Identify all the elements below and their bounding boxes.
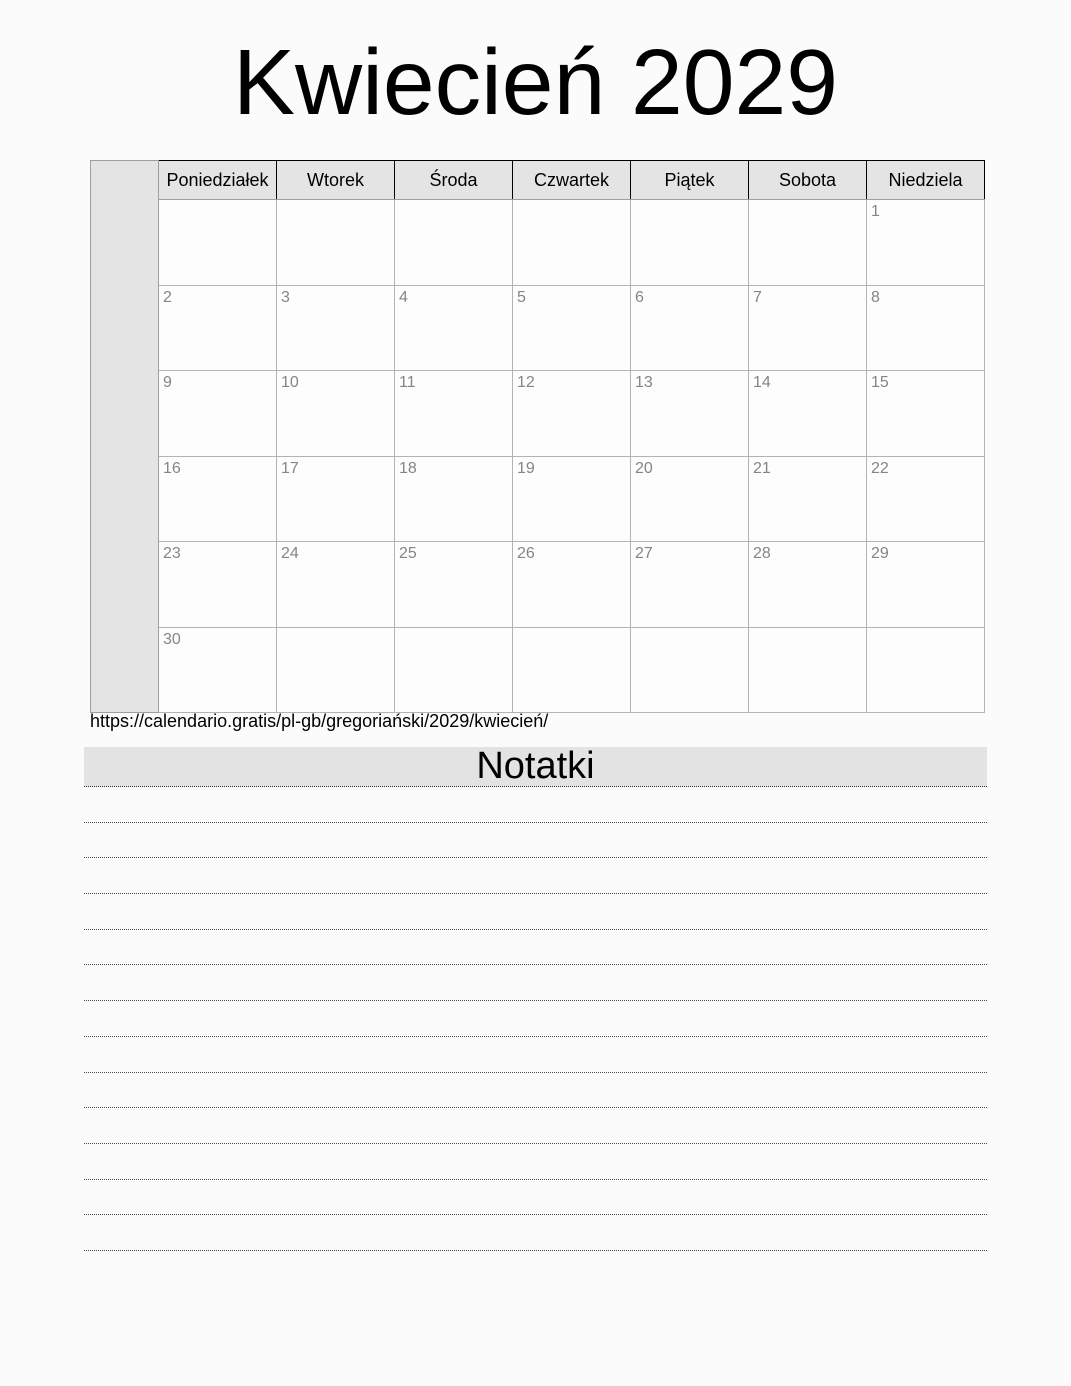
calendar-day-cell <box>159 456 277 542</box>
page-title: Kwiecień 2029 <box>233 30 838 134</box>
calendar-empty-cell <box>513 627 631 713</box>
notes-header-band <box>84 747 987 787</box>
day-header: Niedziela <box>867 161 985 200</box>
calendar-empty-cell <box>395 627 513 713</box>
calendar-table <box>90 160 985 713</box>
calendar-day-cell <box>631 285 749 371</box>
day-number: 25 <box>399 545 417 562</box>
calendar-day-cell <box>631 371 749 457</box>
calendar-day-cell <box>749 542 867 628</box>
calendar-side-column <box>91 161 159 713</box>
calendar-empty-cell <box>513 200 631 286</box>
calendar-day-cell <box>159 542 277 628</box>
day-number: 14 <box>753 374 771 391</box>
day-number: 27 <box>635 545 653 562</box>
calendar-day-cell <box>395 285 513 371</box>
note-line <box>84 1180 987 1216</box>
note-line <box>84 787 987 823</box>
note-line <box>84 1144 987 1180</box>
calendar-day-cell <box>631 456 749 542</box>
day-header: Piątek <box>631 161 749 200</box>
calendar-day-cell <box>867 285 985 371</box>
day-number: 29 <box>871 545 889 562</box>
calendar-day-cell <box>277 456 395 542</box>
day-header: Wtorek <box>277 161 395 200</box>
calendar-day-cell <box>513 285 631 371</box>
day-number: 5 <box>517 288 526 306</box>
notes-title: Notatki <box>476 745 595 787</box>
day-number: 20 <box>635 459 653 477</box>
calendar-week-row <box>91 371 985 457</box>
day-number: 26 <box>517 545 535 562</box>
day-number: 24 <box>281 545 299 562</box>
calendar-day-cell <box>159 285 277 371</box>
note-line <box>84 1215 987 1251</box>
calendar-week-row <box>91 285 985 371</box>
calendar-week-row <box>91 200 985 286</box>
note-line <box>84 894 987 930</box>
day-header-row <box>91 161 985 200</box>
calendar-day-cell <box>867 456 985 542</box>
note-line <box>84 930 987 966</box>
calendar-day-cell <box>749 456 867 542</box>
note-line <box>84 1037 987 1073</box>
day-number: 19 <box>517 459 535 477</box>
day-number: 3 <box>281 288 290 306</box>
day-number: 8 <box>871 288 880 306</box>
notes-section <box>84 747 987 1251</box>
calendar-day-cell <box>159 627 277 713</box>
note-line <box>84 1073 987 1109</box>
calendar-day-cell <box>277 371 395 457</box>
calendar-day-cell <box>513 371 631 457</box>
day-number: 10 <box>281 374 299 391</box>
calendar-day-cell <box>395 371 513 457</box>
calendar-week-row <box>91 456 985 542</box>
day-number: 18 <box>399 459 417 477</box>
calendar-week-row <box>91 542 985 628</box>
day-number: 6 <box>635 288 644 306</box>
calendar-empty-cell <box>631 200 749 286</box>
calendar-empty-cell <box>277 627 395 713</box>
day-number: 23 <box>163 545 181 562</box>
calendar-day-cell <box>395 456 513 542</box>
day-number: 28 <box>753 545 771 562</box>
calendar-empty-cell <box>749 627 867 713</box>
day-header: Poniedziałek <box>159 161 277 200</box>
calendar-day-cell <box>513 456 631 542</box>
day-number: 16 <box>163 459 181 477</box>
note-line <box>84 1001 987 1037</box>
note-line <box>84 965 987 1001</box>
day-number: 30 <box>163 630 181 648</box>
calendar-empty-cell <box>631 627 749 713</box>
note-line <box>84 1108 987 1144</box>
note-line <box>84 823 987 859</box>
calendar-empty-cell <box>749 200 867 286</box>
calendar-empty-cell <box>395 200 513 286</box>
calendar-body <box>91 161 985 713</box>
day-number: 13 <box>635 374 653 391</box>
calendar-day-cell <box>749 371 867 457</box>
day-number: 11 <box>399 374 416 391</box>
day-header: Sobota <box>749 161 867 200</box>
calendar-empty-cell <box>277 200 395 286</box>
calendar-day-cell <box>277 285 395 371</box>
day-number: 12 <box>517 374 535 391</box>
calendar-empty-cell <box>159 200 277 286</box>
calendar-empty-cell <box>867 627 985 713</box>
day-number: 22 <box>871 459 889 477</box>
calendar-day-cell <box>749 285 867 371</box>
notes-lines <box>84 787 987 1251</box>
day-number: 21 <box>753 459 771 477</box>
calendar-day-cell <box>395 542 513 628</box>
calendar-day-cell <box>631 542 749 628</box>
calendar-day-cell <box>513 542 631 628</box>
day-number: 2 <box>163 288 172 306</box>
day-number: 17 <box>281 459 299 477</box>
day-number: 9 <box>163 374 172 391</box>
calendar-day-cell <box>867 200 985 286</box>
day-number: 15 <box>871 374 889 391</box>
note-line <box>84 858 987 894</box>
calendar-day-cell <box>867 542 985 628</box>
source-url: https://calendario.gratis/pl-gb/gregoriański/2029/kwiecień/ <box>90 711 549 731</box>
calendar-day-cell <box>867 371 985 457</box>
calendar-week-row <box>91 627 985 713</box>
day-number: 1 <box>871 203 880 220</box>
day-header: Czwartek <box>513 161 631 200</box>
day-number: 4 <box>399 288 408 306</box>
day-number: 7 <box>753 288 762 306</box>
calendar-day-cell <box>277 542 395 628</box>
calendar-day-cell <box>159 371 277 457</box>
day-header: Środa <box>395 161 513 200</box>
